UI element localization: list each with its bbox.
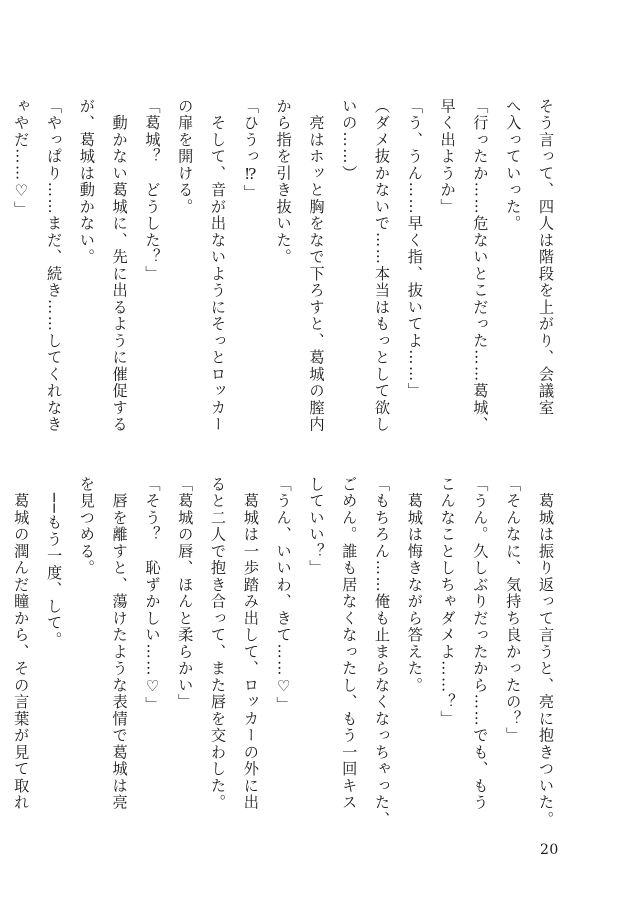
text-line: （ダメ抜かないで……本当はもっとして欲し xyxy=(373,98,392,433)
text-line: が、葛城は動かない。 xyxy=(77,98,96,266)
text-line: へ入っていった。 xyxy=(504,98,523,232)
text-line: 葛城は悔きながら答えた。 xyxy=(405,476,424,694)
text-line: 「葛城の唇、ほんと柔らかい」 xyxy=(176,476,195,711)
text-line: こんなことしちゃダメよ……？」 xyxy=(438,476,457,728)
text-line: そう言って、四人は階段を上がり、会議室 xyxy=(537,98,555,417)
text-line: していい？」 xyxy=(307,476,326,577)
text-line: 「ひうっ⁉」 xyxy=(241,98,260,202)
text-line: を見つめる。 xyxy=(77,476,96,577)
text-line: ──もう一度、して。 xyxy=(45,476,64,649)
text-line: 葛城の潤んだ瞳から、その言葉が見て取れ xyxy=(12,476,31,811)
text-line: 「う、うん……早く指、抜いてよ……」 xyxy=(405,98,424,400)
page-number: 20 xyxy=(540,842,559,858)
text-line: 早く出ようか」 xyxy=(438,98,457,216)
text-block-bottom xyxy=(12,476,562,828)
text-line: から指を引き抜いた。 xyxy=(274,98,293,266)
text-line: ると二人で抱き合って、また唇を交わした。 xyxy=(209,476,228,811)
text-line: ゃやだ……♡」 xyxy=(12,98,31,219)
text-line: 「そう？ 恥ずかしい……♡」 xyxy=(143,476,162,714)
text-line: 「もちろん……俺も止まらなくなっちゃった、 xyxy=(373,476,392,828)
text-line: 葛城は一歩踏み出して、ロッカーの外に出 xyxy=(241,476,260,811)
text-line: 「やっぱり……まだ、続き……してくれなき xyxy=(45,98,64,433)
text-line: いの……） xyxy=(340,98,359,182)
text-line: ごめん。誰も居なくなったし、もう一回キス xyxy=(340,476,359,811)
text-line: 「うん、いいわ、きて……♡」 xyxy=(274,476,293,714)
text-line: そして、音が出ないようにそっとロッカー xyxy=(209,98,228,433)
text-line: 亮はホッと胸をなで下ろすと、葛城の膣内 xyxy=(307,98,326,433)
text-block-top xyxy=(12,98,562,448)
text-line: 唇を離すと、蕩けたような表情で葛城は亮 xyxy=(110,476,129,811)
text-line: 動かない葛城に、先に出るように催促する xyxy=(110,98,129,433)
text-line: の扉を開ける。 xyxy=(176,98,195,216)
text-line: 「行ったか……危ないとこだった……葛城、 xyxy=(471,98,490,433)
text-line: 「うん。久しぶりだったから……でも、もう xyxy=(471,476,490,811)
text-line: 「そんなに、気持ち良かったの？」 xyxy=(504,476,523,744)
text-line: 葛城は振り返って言うと、亮に抱きついた。 xyxy=(537,476,555,828)
text-line: 「葛城？ どうした？」 xyxy=(143,98,162,283)
